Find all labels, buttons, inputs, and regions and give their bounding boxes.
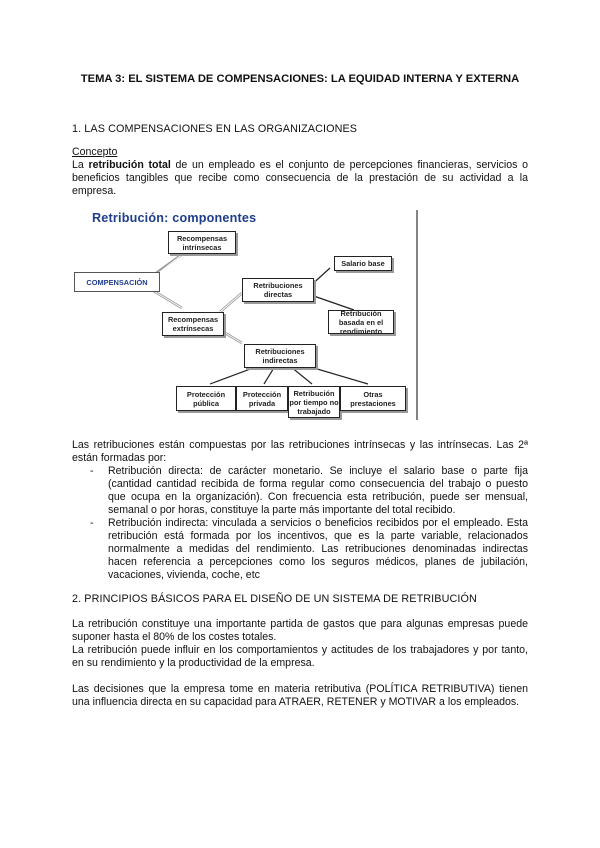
section2-heading: 2. PRINCIPIOS BÁSICOS PARA EL DISEÑO DE UN SISTEMA DE RETRIBUCIÓN <box>72 593 477 605</box>
document-title: TEMA 3: EL SISTEMA DE COMPENSACIONES: LA EQUIDAD INTERNA Y EXTERNA <box>80 73 520 85</box>
box-retribucion-tiempo: Retribución por tiempo no trabajado <box>288 386 340 418</box>
diagram-title: Retribución: componentes <box>92 211 257 225</box>
box-retribuciones-indirectas: Retribuciones indirectas <box>244 344 316 368</box>
box-proteccion-publica: Protección pública <box>176 386 236 411</box>
section2-paragraph-2: La retribución puede influir en los comportamientos y actitudes de los trabajadores y por tanto, en su rendimiento y la productividad de la empresa. <box>72 644 528 669</box>
bullet-marker: - <box>90 465 94 477</box>
list-item <box>72 517 528 582</box>
definition-rest: de un empleado es el conjunto de percepciones financieras, servicios o beneficios tangibles que recibe como consecuencia de la prestación de su actividad a la empresa. <box>72 159 528 197</box>
box-recompensas-extrinsecas: Recompensas extrínsecas <box>162 312 224 336</box>
definition-paragraph <box>72 159 528 198</box>
retribution-intro-paragraph: Las retribuciones están compuestas por las retribuciones intrínsecas y las intrínsecas. Las 2ª están formadas por: <box>72 439 528 464</box>
retribution-types-list <box>72 465 528 582</box>
bullet-marker: - <box>90 517 94 529</box>
retribution-diagram <box>72 208 420 420</box>
section1-heading: 1. LAS COMPENSACIONES EN LAS ORGANIZACIONES <box>72 123 358 135</box>
box-otras-prestaciones: Otras prestaciones <box>340 386 406 411</box>
box-proteccion-privada: Protección privada <box>236 386 288 411</box>
box-retribuciones-directas: Retribuciones directas <box>242 278 314 302</box>
list-item-text: Retribución indirecta: vinculada a servicios o beneficios recibidos por el empleado. Esta retribución está formada por los incentivos, que es la parte variable, relacionados normalmente a medidas del rendimiento. Las retribuciones denominadas indirectas hacen referencia a percepciones como los seguros médicos, planes de jubilación, vacaciones, vivienda, coche, etc <box>108 517 528 581</box>
definition-bold-term: retribución total <box>88 159 171 171</box>
section2-paragraph-3: Las decisiones que la empresa tome en materia retributiva (POLÍTICA RETRIBUTIVA) tienen una influencia directa en su capacidad para ATRAER, RETENER y MOTIVAR a los empleados. <box>72 683 528 708</box>
list-item-text: Retribución directa: de carácter monetario. Se incluye el salario base o parte fija (cantidad cantidad recibida de forma regular como consecuencia del trabajo o puesto que ocupa en la organización). Con frecuencia esta retribución, puede ser mensual, semanal o por horas, constituye la parte más importante del total recibido. <box>108 465 528 516</box>
box-salario-base: Salario base <box>334 256 392 271</box>
box-retribucion-rendimiento: Retribución basada en el rendimiento <box>328 310 394 334</box>
definition-start: La <box>72 159 89 171</box>
section2-paragraph-1: La retribución constituye una importante partida de gastos que para algunas empresas puede suponer hasta el 80% de los costes totales. <box>72 618 528 643</box>
concepto-label: Concepto <box>72 146 118 158</box>
box-recompensas-intrinsecas: Recompensas intrínsecas <box>168 231 236 254</box>
list-item <box>72 465 528 517</box>
box-compensacion: COMPENSACIÓN <box>74 272 160 292</box>
